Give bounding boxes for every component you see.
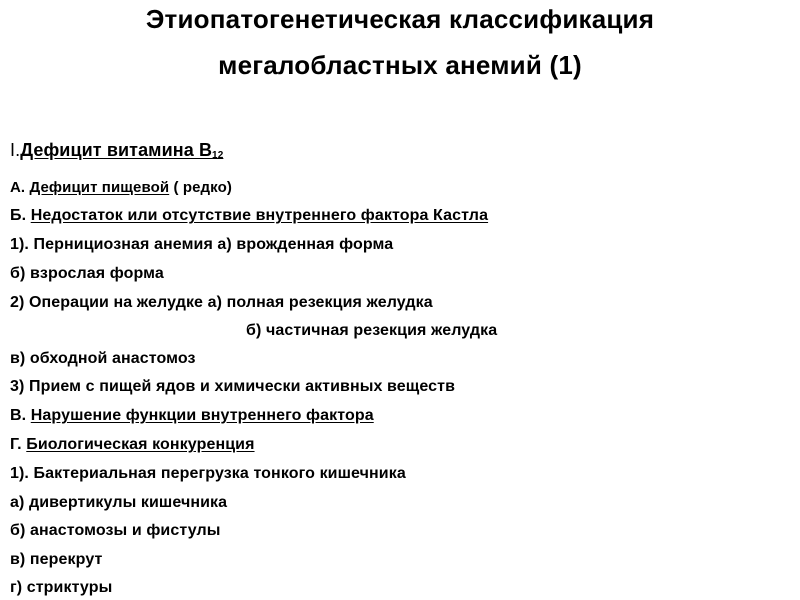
item-a-prefix: А. xyxy=(10,179,26,196)
item-b-underlined: Недостаток или отсутствие внутреннего фактора Кастла xyxy=(30,207,489,224)
item-g-prefix: Г. xyxy=(10,436,22,453)
item-b1: 1). Пернициозная анемия а) врожденная форма xyxy=(10,236,394,253)
item-g-underlined: Биологическая конкуренция xyxy=(26,436,255,453)
section-heading-subscript: 12 xyxy=(212,150,224,161)
item-b xyxy=(10,207,488,225)
item-v xyxy=(10,407,374,425)
item-g1d: г) стриктуры xyxy=(10,579,113,596)
section-heading-text xyxy=(20,140,223,160)
item-a-underlined: Дефицит пищевой xyxy=(29,179,170,196)
section-heading xyxy=(10,140,223,161)
item-g1: 1). Бактериальная перегрузка тонкого кишечника xyxy=(10,465,406,482)
item-b-prefix: Б. xyxy=(10,207,27,224)
item-g1b: б) анастомозы и фистулы xyxy=(10,522,221,539)
item-g xyxy=(10,436,255,454)
page-title-line-2: мегалобластных анемий (1) xyxy=(218,50,582,80)
section-heading-label: Дефицит витамина В xyxy=(20,140,213,160)
section-roman-numeral: I. xyxy=(10,140,21,160)
item-v-prefix: В. xyxy=(10,407,27,424)
item-b1b: б) взрослая форма xyxy=(10,265,164,282)
item-b3: 3) Прием с пищей ядов и химически активных веществ xyxy=(10,378,456,395)
item-a xyxy=(10,179,232,196)
item-b2c: в) обходной анастомоз xyxy=(10,350,196,367)
item-b2: 2) Операции на желудке а) полная резекция желудка xyxy=(10,294,433,311)
item-g1a: а) дивертикулы кишечника xyxy=(10,494,228,511)
page-title-line-1: Этиопатогенетическая классификация xyxy=(145,4,655,34)
item-b2b: б) частичная резекция желудка xyxy=(246,322,498,339)
item-g1c: в) перекрут xyxy=(10,551,103,568)
item-v-underlined: Нарушение функции внутреннего фактора xyxy=(30,407,374,424)
item-a-suffix: ( редко) xyxy=(173,179,232,196)
